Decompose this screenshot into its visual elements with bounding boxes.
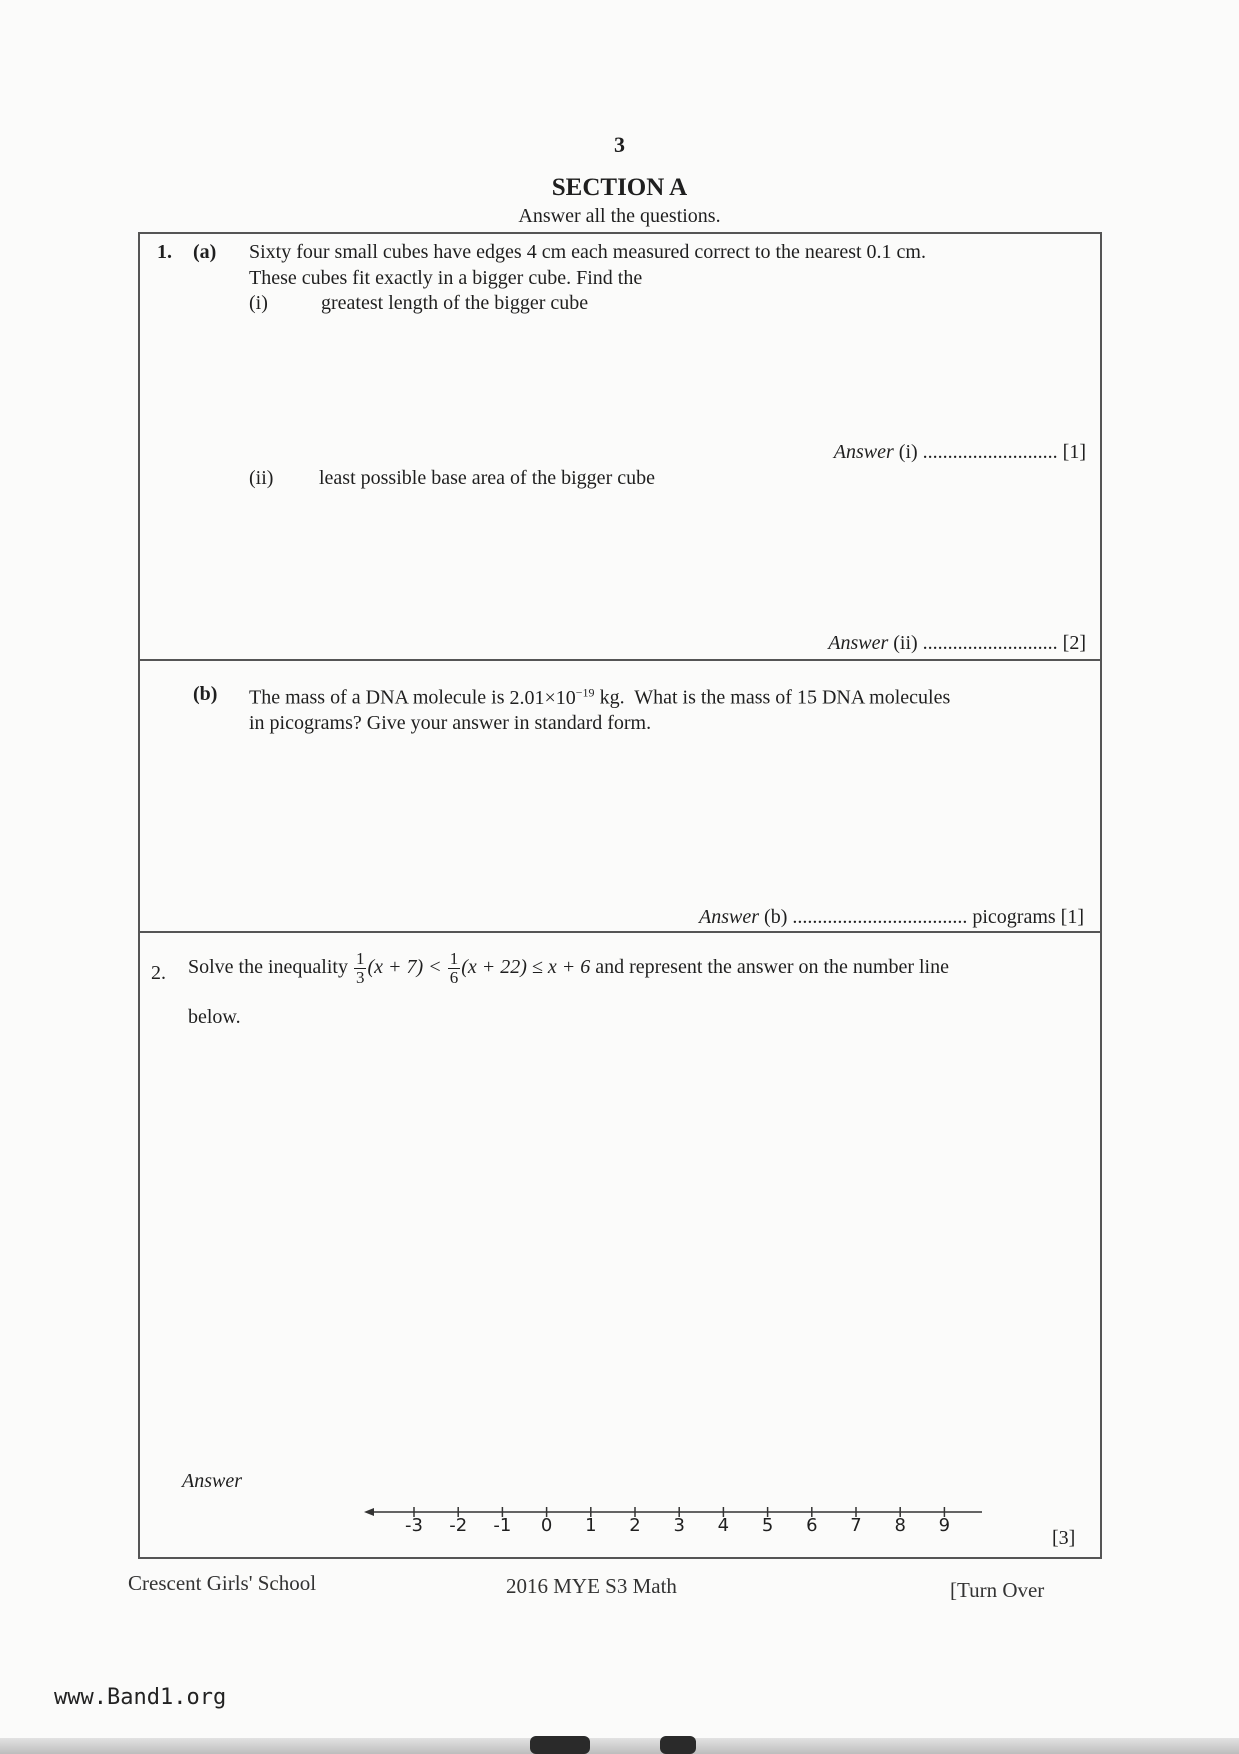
- fraction-one-sixth: $\frac{1}{6}$: [449, 949, 459, 987]
- q1b-line1-pre: The mass of a DNA molecule is: [249, 686, 505, 709]
- answer-unit: picograms: [972, 906, 1056, 928]
- marks: [2]: [1062, 632, 1086, 654]
- marks: [1]: [1062, 441, 1086, 463]
- q2-expr2: (x + 22) ≤ x + 6: [461, 956, 591, 979]
- q1b-line2: in picograms? Give your answer in standard form.: [249, 712, 652, 734]
- mass-mantissa: 2.01: [509, 686, 545, 709]
- q2-expr1: (x + 7) <: [367, 956, 442, 979]
- footer-turn-over: [Turn Over: [950, 1578, 1045, 1602]
- number-line-tick-label: 3: [673, 1515, 685, 1536]
- scan-smudge: [660, 1736, 696, 1754]
- footer-paper: 2016 MYE S3 Math: [506, 1574, 677, 1598]
- question-1-box: [138, 232, 1102, 1559]
- answer-dots: ...................................: [792, 906, 968, 928]
- answer-line-1a-i: [834, 441, 1086, 464]
- answer-dots: ...........................: [922, 441, 1058, 463]
- number-line-tick-label: 1: [585, 1515, 597, 1536]
- q1a-line2: These cubes fit exactly in a bigger cube. Find the: [249, 267, 643, 289]
- answer-part: (b): [764, 906, 788, 928]
- scan-smudge: [530, 1736, 590, 1754]
- q2-pre: Solve the inequality: [188, 956, 348, 979]
- mass-exponent: −19: [575, 685, 595, 699]
- number-line-tick-label: 9: [938, 1515, 951, 1536]
- q1a-ii-text: least possible base area of the bigger cube: [319, 467, 655, 489]
- divider-1a-1b: [138, 659, 1100, 661]
- scan-shadow-bar: [0, 1738, 1239, 1754]
- answer-dots: ...........................: [922, 632, 1058, 654]
- number-line-left-arrow: [364, 1508, 374, 1516]
- number-line-tick-label: 7: [850, 1515, 862, 1536]
- q1b-line1-post: What is the mass of 15 DNA molecules: [634, 686, 951, 709]
- answer-label: Answer: [699, 906, 760, 928]
- section-instruction: Answer all the questions.: [518, 205, 721, 227]
- number-line-tick-label: 5: [761, 1515, 774, 1536]
- marks: [1]: [1060, 906, 1084, 928]
- section-title: SECTION A: [551, 174, 688, 201]
- number-line-tick-label: 8: [894, 1515, 906, 1536]
- q2-line2: below.: [188, 1006, 241, 1028]
- fraction-one-third: $\frac{1}{3}$: [355, 949, 365, 987]
- q1b-line1: [249, 685, 950, 710]
- number-line-tick-label: 6: [806, 1515, 818, 1536]
- q1a-ii-label: (ii): [249, 467, 274, 489]
- footer-school: Crescent Girls' School: [128, 1571, 317, 1595]
- answer-label: Answer: [828, 632, 889, 654]
- number-line-tick-label: -3: [405, 1515, 423, 1536]
- number-line-tick-label: 4: [717, 1515, 730, 1536]
- dna-mass: [510, 687, 600, 709]
- number-line-tick-label: -2: [449, 1515, 468, 1536]
- q1a-i-text: greatest length of the bigger cube: [321, 292, 589, 314]
- part-a-label: (a): [193, 241, 217, 263]
- answer-line-1b: [699, 906, 1084, 929]
- times-sign: ×: [544, 686, 556, 709]
- number-line-tick-label: 0: [540, 1515, 553, 1536]
- mass-unit: kg.: [599, 686, 625, 709]
- number-line-tick-label: -1: [493, 1515, 512, 1536]
- divider-1b-2: [138, 931, 1100, 933]
- q2-marks: [3]: [1052, 1527, 1076, 1549]
- answer-part: (i): [898, 441, 918, 463]
- question-1-number: 1.: [157, 241, 172, 263]
- part-b-label: (b): [193, 683, 218, 705]
- question-2-number: 2.: [151, 962, 166, 984]
- number-line-tick-label: 2: [629, 1515, 641, 1536]
- answer-line-1a-ii: [828, 632, 1086, 655]
- q2-post: and represent the answer on the number line: [595, 956, 949, 979]
- watermark: www.Band1.org: [54, 1685, 227, 1710]
- q1a-line1: Sixty four small cubes have edges 4 cm each measured correct to the nearest 0.1 cm.: [249, 241, 926, 263]
- answer-label: Answer: [833, 441, 894, 463]
- answer-part: (ii): [893, 632, 918, 654]
- page-number: 3: [614, 132, 625, 157]
- q2-answer-label: Answer: [182, 1470, 242, 1492]
- q1a-i-label: (i): [249, 292, 268, 314]
- q2-inequality-line: [188, 950, 949, 987]
- mass-base: 10: [555, 686, 576, 709]
